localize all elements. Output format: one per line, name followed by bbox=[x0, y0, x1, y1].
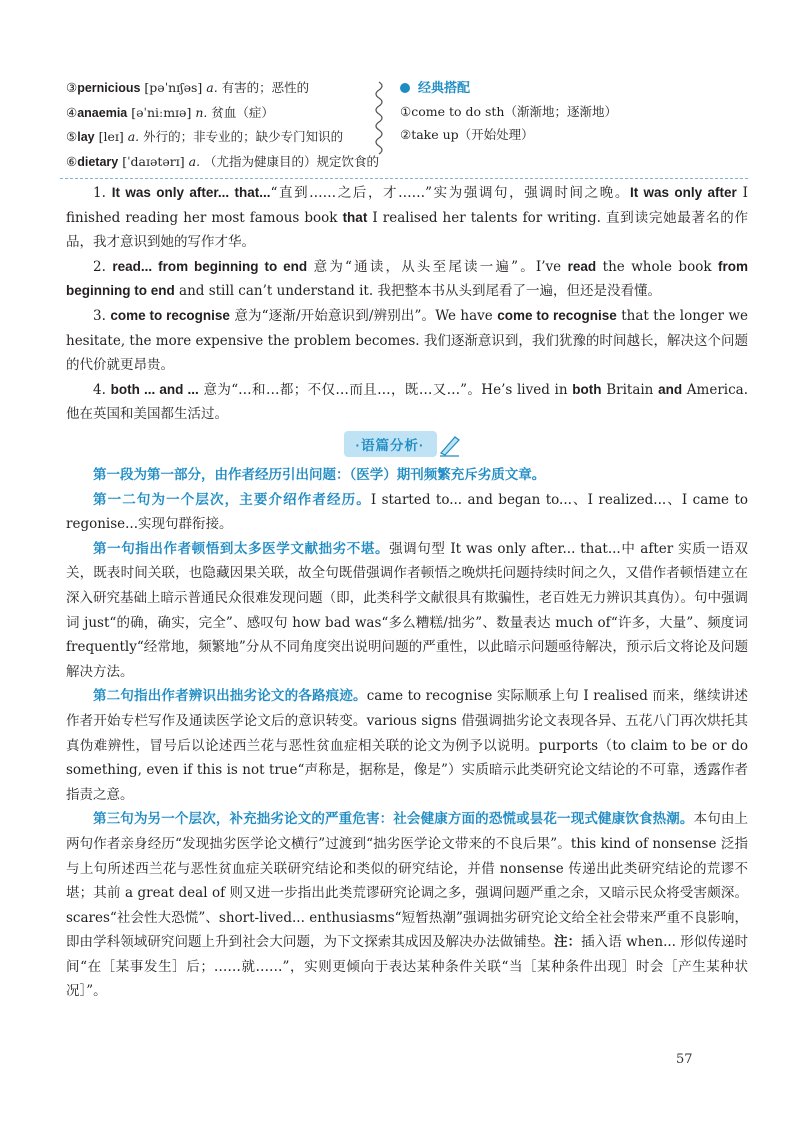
analysis-paragraph: 第二句指出作者辨识出拙劣论文的各路痕迹。came to recognise 实际顺承上句 I realised 而来，继续讲述作者开始专栏写作及通读医学论文后的意识转变。various signs 借强调拙劣论文表现各异、五花八门再次烘托其真伪难辨性，冒号后以论述西兰花与恶性贫血症相关联的论文为例予以说明。purports（to claim to be or do something, even if this is not true“声称是，据称是，像是”）实质暗示此类研究论文结论的不可靠，透露作者指责之意。 bbox=[66, 688, 749, 803]
vocabulary-list bbox=[66, 76, 386, 174]
vocab-item: ⑤lay [leɪ] a. 外行的；非专业的；缺少专门知识的 bbox=[66, 129, 344, 144]
bullet-dot-icon bbox=[400, 83, 410, 93]
collocation-item: ①come to do sth（渐渐地；逐渐地） bbox=[400, 103, 617, 119]
collocation-item: ②take up（开始处理） bbox=[400, 127, 534, 142]
page-number: 57 bbox=[676, 1052, 693, 1067]
note-paragraph: 3. come to recognise 意为“逐渐/开始意识到/辨别出”。We have come to recognise that the longer we hesitate, the more expensive the problem becomes. 我们逐渐意识到，我们犹豫的时间越长，解决这个问题的代价就更昂贵。 bbox=[66, 307, 748, 374]
analysis-paragraph: 第三句为另一个层次，补充拙劣论文的严重危害：社会健康方面的恐慌或昙花一现式健康饮食热潮。本句由上两句作者亲身经历“发现拙劣医学论文横行”过渡到“拙劣医学论文带来的不良后果”。this kind of nonsense 泛指与上句所述西兰花与恶性贫血症关联研究结论和类似的研究结论，并借 nonsense 传递出此类研究结论的荒谬不堪；其前 a great deal of 则又进一步指出此类荒谬研究论调之多，强调问题严重之余，又暗示民众将受害颇深。scares“社会性大恐慌”、short-lived... enthusiasms“短暂热潮”强调拙劣研究论文给全社会带来严重不良影响，即由学科领域研究问题上升到社会大问题，为下文探索其成因及解决办法做铺垫。注：插入语 when... 形似传递时间“在［某事发生］后；……就……”，实则更倾向于表达某种条件关联“当［某种条件出现］时会［产生某种状况］”。 bbox=[66, 811, 749, 1000]
analysis-paragraph: 第一二句为一个层次，主要介绍作者经历。I started to... and began to...、I realized...、I came to regonise...实现句群衔接。 bbox=[66, 491, 749, 533]
vocab-item: ④anaemia [əˈniːmɪə] n. 贫血（症） bbox=[66, 104, 274, 120]
vocab-item: ③pernicious [pəˈnɪʃəs] a. 有害的；恶性的 bbox=[66, 80, 310, 95]
classic-collocations bbox=[400, 76, 760, 147]
spiral-binding-icon bbox=[372, 80, 386, 160]
pen-icon bbox=[437, 431, 463, 457]
collocations-heading: 经典搭配 bbox=[400, 76, 760, 100]
divider bbox=[60, 178, 748, 179]
note-paragraph: 1. It was only after... that...“直到……之后，才……”实为强调句，强调时间之晚。It was only after I finished reading her most famous book that I realised her talents for writing. 直到读完她最著名的作品，我才意识到她的写作才华。 bbox=[66, 185, 749, 251]
section-title: ·语篇分析· bbox=[344, 431, 437, 457]
analysis-paragraph: 第一段为第一部分，由作者经历引出问题：（医学）期刊频繁充斥劣质文章。 bbox=[93, 467, 546, 483]
section-banner bbox=[308, 430, 498, 458]
vocab-item: ⑥dietary [ˈdaɪətərɪ] a. （尤指为健康目的）规定饮食的 bbox=[66, 153, 380, 169]
note-paragraph: 4. both ... and ... 意为“…和…都；不仅…而且…，既…又…”。He’s lived in both Britain and America. 他在英国和美国都生活过。 bbox=[66, 381, 748, 423]
language-notes bbox=[66, 181, 748, 427]
analysis-paragraph: 第一句指出作者顿悟到太多医学文献拙劣不堪。强调句型 It was only after... that...中 after 实质一语双关，既表时间关联，也隐藏因果关联，故全句既借强调作者顿悟之晚烘托问题持续时间之久，又借作者顿悟建立在深入研究基础上暗示普通民众很难发现问题（即，此类科学文献很具有欺骗性，老百姓无力辨识其真伪）。句中强调词 just“的确，确实，完全”、感叹句 how bad was“多么糟糕/拙劣”、数量表达 much of“许多，大量”、频度词 frequently“经常地，频繁地”分从不同角度突出说明问题的严重性，以此暗示问题亟待解决，预示后文将论及问题解决方法。 bbox=[66, 540, 749, 680]
note-paragraph: 2. read... from beginning to end 意为“通读，从头至尾读一遍”。I’ve read the whole book from beginning to end and still can’t understand it. 我把整本书从头到尾看了一遍，但还是没看懂。 bbox=[66, 258, 748, 300]
discourse-analysis bbox=[66, 463, 748, 1004]
